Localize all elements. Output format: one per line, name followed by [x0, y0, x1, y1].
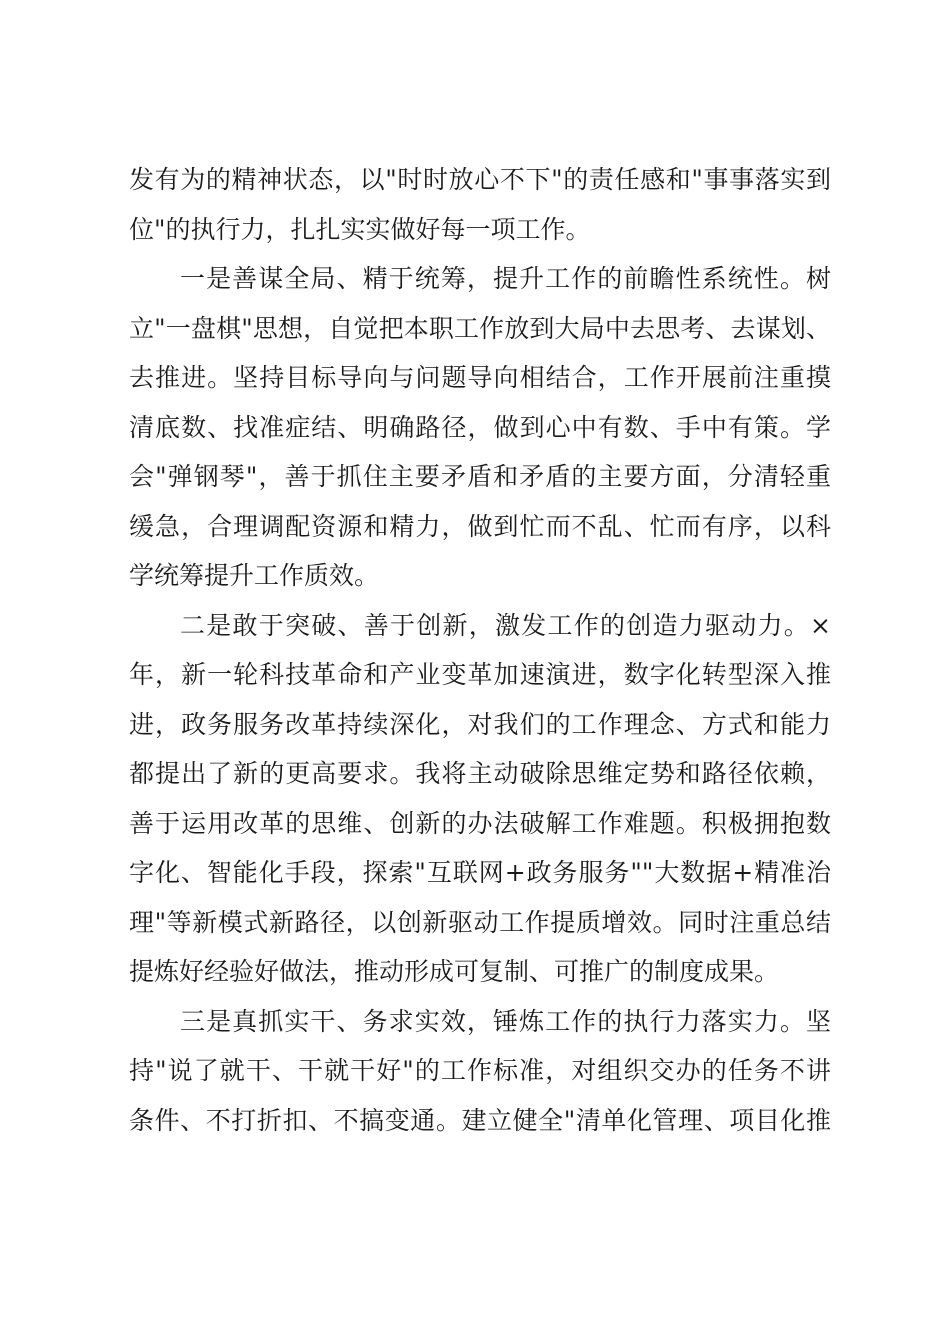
text-line: 会"弹钢琴"，善于抓住主要矛盾和矛盾的主要方面，分清轻重 [129, 462, 831, 491]
text-line: 提炼好经验好做法，推动形成可复制、可推广的制度成果。 [129, 957, 780, 986]
text-line: 进，政务服务改革持续深化，对我们的工作理念、方式和能力 [129, 709, 831, 739]
text-line: 清底数、找准症结、明确路径，做到心中有数、手中有策。学 [129, 412, 831, 442]
text-line: 去推进。坚持目标导向与问题导向相结合，工作开展前注重摸 [129, 363, 831, 392]
text-line: 条件、不打折扣、不搞变通。建立健全"清单化管理、项目化推 [129, 1105, 831, 1135]
text-line: 立"一盘棋"思想，自觉把本职工作放到大局中去思考、去谋划、 [129, 313, 831, 343]
text-line: 位"的执行力，扎扎实实做好每一项工作。 [129, 214, 591, 244]
paragraph-start-line: 三是真抓实干、务求实效，锤炼工作的执行力落实力。坚 [180, 1006, 831, 1036]
text-line: 发有为的精神状态，以"时时放心不下"的责任感和"事事落实到 [129, 165, 831, 194]
document-body [129, 155, 831, 1145]
text-line: 年，新一轮科技革命和产业变革加速演进，数字化转型深入推 [129, 660, 831, 689]
paragraph-start-line: 一是善谋全局、精于统筹，提升工作的前瞻性系统性。树 [180, 264, 831, 293]
text-line: 字化、智能化手段，探索"互联网+政务服务""大数据+精准治 [129, 858, 831, 887]
text-line: 善于运用改革的思维、创新的办法破解工作难题。积极拥抱数 [129, 808, 831, 838]
paragraph-start-line: 二是敢于突破、善于创新，激发工作的创造力驱动力。× [180, 610, 831, 640]
text-line: 缓急，合理调配资源和精力，做到忙而不乱、忙而有序，以科 [129, 511, 831, 541]
text-line: 持"说了就干、干就干好"的工作标准，对组织交办的任务不讲 [129, 1056, 831, 1085]
text-line: 学统筹提升工作质效。 [129, 561, 380, 590]
text-line: 都提出了新的更高要求。我将主动破除思维定势和路径依赖， [129, 759, 831, 788]
text-line: 理"等新模式新路径，以创新驱动工作提质增效。同时注重总结 [129, 907, 831, 937]
